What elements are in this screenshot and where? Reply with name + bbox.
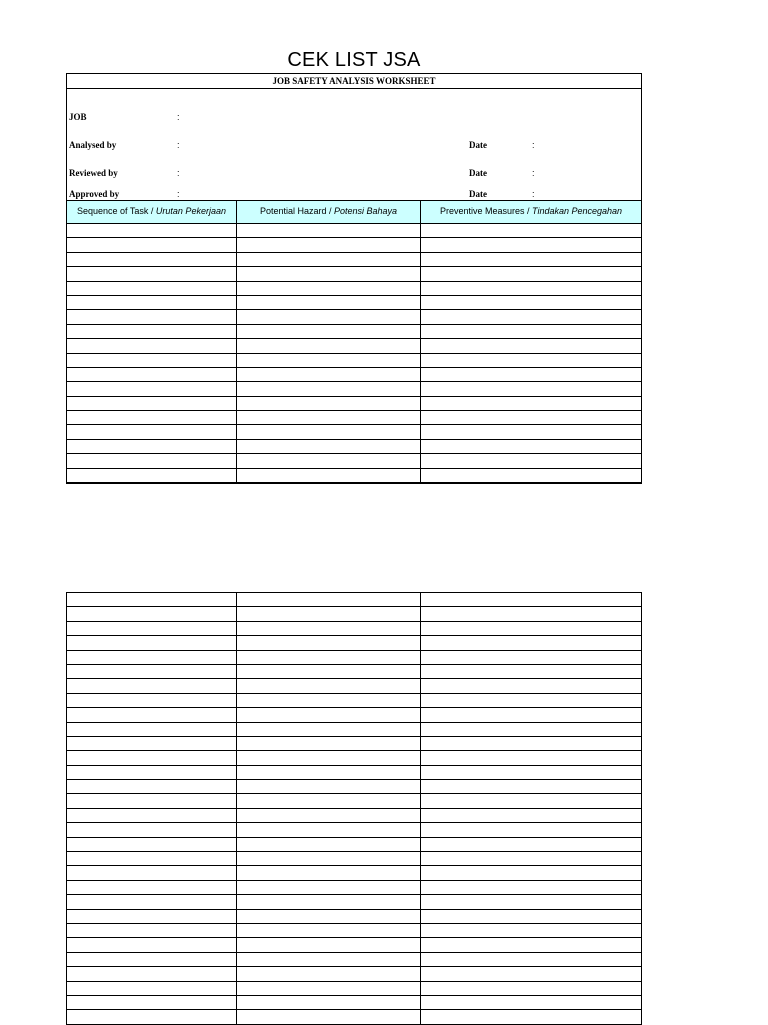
- table-cell: [237, 938, 421, 951]
- table-cell: [237, 881, 421, 894]
- table-row: [67, 382, 641, 396]
- table-cell: [67, 866, 237, 879]
- table-cell: [421, 411, 641, 424]
- analysed-by-label: Analysed by: [69, 140, 117, 150]
- table-row: [67, 967, 641, 981]
- table-cell: [421, 794, 641, 807]
- table-cell: [237, 723, 421, 736]
- table-cell: [421, 881, 641, 894]
- table-cell: [67, 296, 237, 309]
- table-cell: [237, 593, 421, 606]
- reviewed-by-label: Reviewed by: [69, 168, 118, 178]
- table-cell: [67, 780, 237, 793]
- approved-by-colon: :: [177, 189, 180, 199]
- table-row: [67, 310, 641, 324]
- table-cell: [421, 440, 641, 453]
- table-cell: [67, 794, 237, 807]
- table-row: [67, 368, 641, 382]
- table-cell: [237, 339, 421, 352]
- table-row: [67, 852, 641, 866]
- jsa-worksheet: [66, 73, 642, 484]
- table-cell: [237, 910, 421, 923]
- table-row: [67, 325, 641, 339]
- table-cell: [67, 440, 237, 453]
- table-cell: [421, 694, 641, 707]
- table-cell: [67, 910, 237, 923]
- table-cell: [237, 895, 421, 908]
- table-row: [67, 224, 641, 238]
- table-row: [67, 296, 641, 310]
- table-cell: [237, 694, 421, 707]
- table-row: [67, 282, 641, 296]
- table-cell: [237, 967, 421, 980]
- table-cell: [237, 1010, 421, 1023]
- table-cell: [67, 325, 237, 338]
- table-row: [67, 982, 641, 996]
- table-cell: [421, 910, 641, 923]
- table-row: [67, 425, 641, 439]
- column-header-en: Potential Hazard: [259, 206, 327, 216]
- table-cell: [67, 282, 237, 295]
- table-cell: [421, 1010, 641, 1023]
- analysed-date-label: Date: [469, 140, 487, 150]
- analysed-date-colon: :: [532, 140, 535, 150]
- table-cell: [421, 368, 641, 381]
- table-row: [67, 708, 641, 722]
- table-cell: [67, 938, 237, 951]
- table-cell: [67, 622, 237, 635]
- table-cell: [237, 440, 421, 453]
- table-cell: [421, 607, 641, 620]
- table-cell: [421, 454, 641, 467]
- table-cell: [237, 310, 421, 323]
- table-cell: [67, 838, 237, 851]
- reviewed-date-colon: :: [532, 168, 535, 178]
- table-cell: [421, 636, 641, 649]
- table-cell: [237, 368, 421, 381]
- table-row: [67, 593, 641, 607]
- table-cell: [67, 397, 237, 410]
- table-cell: [67, 339, 237, 352]
- table-cell: [237, 679, 421, 692]
- table-cell: [67, 469, 237, 482]
- table-cell: [67, 253, 237, 266]
- table-cell: [67, 679, 237, 692]
- column-header-id: Tindakan Pencegahan: [532, 206, 623, 216]
- table-row: [67, 440, 641, 454]
- table-row: [67, 866, 641, 880]
- table-row: [67, 996, 641, 1010]
- table-cell: [421, 866, 641, 879]
- table-cell: [421, 737, 641, 750]
- table-cell: [67, 881, 237, 894]
- table-cell: [67, 694, 237, 707]
- column-header-row: [67, 200, 641, 224]
- table-cell: [237, 809, 421, 822]
- table-cell: [421, 895, 641, 908]
- table-cell: [237, 425, 421, 438]
- table-cell: [421, 325, 641, 338]
- column-header-preventive-measures: [421, 200, 641, 223]
- table-cell: [67, 636, 237, 649]
- table-cell: [67, 895, 237, 908]
- table-cell: [237, 224, 421, 237]
- job-label: JOB: [69, 112, 87, 122]
- table-row: [67, 238, 641, 252]
- table-row: [67, 723, 641, 737]
- table-cell: [237, 354, 421, 367]
- table-cell: [237, 469, 421, 482]
- table-cell: [67, 665, 237, 678]
- table-row: [67, 737, 641, 751]
- table-row: [67, 910, 641, 924]
- table-row: [67, 924, 641, 938]
- table-cell: [421, 397, 641, 410]
- table-row: [67, 794, 641, 808]
- table-cell: [237, 651, 421, 664]
- table-row: [67, 636, 641, 650]
- table-cell: [421, 780, 641, 793]
- table-cell: [67, 593, 237, 606]
- table-cell: [67, 267, 237, 280]
- table-row: [67, 397, 641, 411]
- table-cell: [421, 622, 641, 635]
- table-cell: [421, 967, 641, 980]
- table-cell: [421, 823, 641, 836]
- table-cell: [421, 953, 641, 966]
- column-header-potential-hazard: [237, 200, 421, 223]
- table-row: [67, 881, 641, 895]
- approved-date-label: Date: [469, 189, 487, 199]
- table-cell: [421, 708, 641, 721]
- table-cell: [237, 766, 421, 779]
- reviewed-date-label: Date: [469, 168, 487, 178]
- table-row: [67, 607, 641, 621]
- table-cell: [67, 751, 237, 764]
- table-cell: [237, 267, 421, 280]
- table-cell: [421, 339, 641, 352]
- reviewed-by-colon: :: [177, 168, 180, 178]
- table-cell: [421, 593, 641, 606]
- table-cell: [421, 766, 641, 779]
- table-cell: [421, 282, 641, 295]
- table-cell: [67, 723, 237, 736]
- table-cell: [421, 723, 641, 736]
- table-cell: [67, 823, 237, 836]
- table-row: [67, 751, 641, 765]
- table-cell: [67, 924, 237, 937]
- table-row: [67, 953, 641, 967]
- table-cell: [421, 267, 641, 280]
- job-colon: :: [177, 112, 180, 122]
- table-cell: [421, 651, 641, 664]
- table-cell: [237, 737, 421, 750]
- table-cell: [237, 382, 421, 395]
- table-row: [67, 694, 641, 708]
- table-row: [67, 838, 641, 852]
- table-row: [67, 895, 641, 909]
- table-cell: [421, 382, 641, 395]
- table-cell: [237, 751, 421, 764]
- table-cell: [421, 469, 641, 482]
- table-cell: [237, 708, 421, 721]
- column-header-id: Urutan Pekerjaan: [155, 206, 226, 216]
- table-cell: [237, 411, 421, 424]
- table-cell: [237, 996, 421, 1009]
- table-cell: [421, 425, 641, 438]
- table-cell: [237, 296, 421, 309]
- table-cell: [237, 253, 421, 266]
- table-cell: [421, 838, 641, 851]
- table-cell: [67, 651, 237, 664]
- table-cell: [421, 938, 641, 951]
- table-cell: [237, 665, 421, 678]
- table-cell: [421, 996, 641, 1009]
- table-cell: [67, 310, 237, 323]
- table-cell: [67, 1010, 237, 1023]
- table-cell: [237, 636, 421, 649]
- table-cell: [237, 794, 421, 807]
- table-cell: [421, 238, 641, 251]
- table-row: [67, 339, 641, 353]
- column-header-id: Potensi Bahaya: [334, 206, 398, 216]
- table-cell: [67, 607, 237, 620]
- table-cell: [237, 823, 421, 836]
- table-cell: [67, 982, 237, 995]
- table-cell: [67, 852, 237, 865]
- worksheet-info-section: [67, 89, 641, 201]
- table-cell: [67, 411, 237, 424]
- table-cell: [237, 397, 421, 410]
- table-cell: [237, 982, 421, 995]
- table-cell: [237, 607, 421, 620]
- job-field-row: [67, 110, 641, 124]
- table-cell: [237, 866, 421, 879]
- table-cell: [237, 454, 421, 467]
- table-cell: [237, 780, 421, 793]
- table-cell: [67, 454, 237, 467]
- table-cell: [421, 296, 641, 309]
- table-cell: [67, 224, 237, 237]
- table-cell: [237, 325, 421, 338]
- approved-by-label: Approved by: [69, 189, 120, 199]
- worksheet-grid-page-2: [67, 593, 641, 1025]
- table-cell: [67, 354, 237, 367]
- table-row: [67, 809, 641, 823]
- table-row: [67, 411, 641, 425]
- table-row: [67, 454, 641, 468]
- table-row: [67, 823, 641, 837]
- table-row: [67, 651, 641, 665]
- table-cell: [237, 924, 421, 937]
- table-row: [67, 622, 641, 636]
- column-header-en: Preventive Measures: [439, 206, 525, 216]
- table-cell: [67, 996, 237, 1009]
- table-row: [67, 938, 641, 952]
- table-cell: [421, 354, 641, 367]
- table-cell: [67, 967, 237, 980]
- approved-date-colon: :: [532, 189, 535, 199]
- table-cell: [237, 622, 421, 635]
- table-row: [67, 267, 641, 281]
- table-cell: [67, 809, 237, 822]
- table-row: [67, 354, 641, 368]
- page-title: CEK LIST JSA: [287, 49, 421, 71]
- table-cell: [67, 368, 237, 381]
- analysed-by-field-row: [67, 138, 641, 152]
- table-cell: [421, 852, 641, 865]
- table-cell: [421, 665, 641, 678]
- table-cell: [237, 282, 421, 295]
- table-cell: [67, 708, 237, 721]
- approved-by-field-row: [67, 187, 641, 200]
- table-cell: [67, 953, 237, 966]
- table-cell: [67, 238, 237, 251]
- table-row: [67, 766, 641, 780]
- worksheet-title: JOB SAFETY ANALYSIS WORKSHEET: [67, 74, 641, 89]
- table-cell: [421, 253, 641, 266]
- table-row: [67, 1010, 641, 1024]
- column-header-sep: /: [524, 206, 533, 216]
- table-cell: [67, 382, 237, 395]
- table-row: [67, 780, 641, 794]
- column-header-en: Sequence of Task: [77, 206, 149, 216]
- table-cell: [237, 953, 421, 966]
- table-cell: [421, 751, 641, 764]
- column-header-sep: /: [148, 206, 156, 216]
- column-header-sep: /: [326, 206, 334, 216]
- table-row: [67, 679, 641, 693]
- table-row: [67, 665, 641, 679]
- table-cell: [421, 310, 641, 323]
- table-cell: [67, 737, 237, 750]
- column-header-sequence-of-task: [67, 200, 237, 223]
- worksheet-grid-page-1: [67, 224, 641, 483]
- table-cell: [67, 766, 237, 779]
- table-cell: [421, 809, 641, 822]
- worksheet-continuation: [66, 592, 642, 1025]
- table-cell: [421, 924, 641, 937]
- table-cell: [237, 852, 421, 865]
- table-cell: [237, 838, 421, 851]
- table-cell: [421, 982, 641, 995]
- table-row: [67, 469, 641, 483]
- table-cell: [421, 224, 641, 237]
- table-cell: [67, 425, 237, 438]
- table-cell: [421, 679, 641, 692]
- table-cell: [237, 238, 421, 251]
- analysed-by-colon: :: [177, 140, 180, 150]
- table-row: [67, 253, 641, 267]
- reviewed-by-field-row: [67, 166, 641, 180]
